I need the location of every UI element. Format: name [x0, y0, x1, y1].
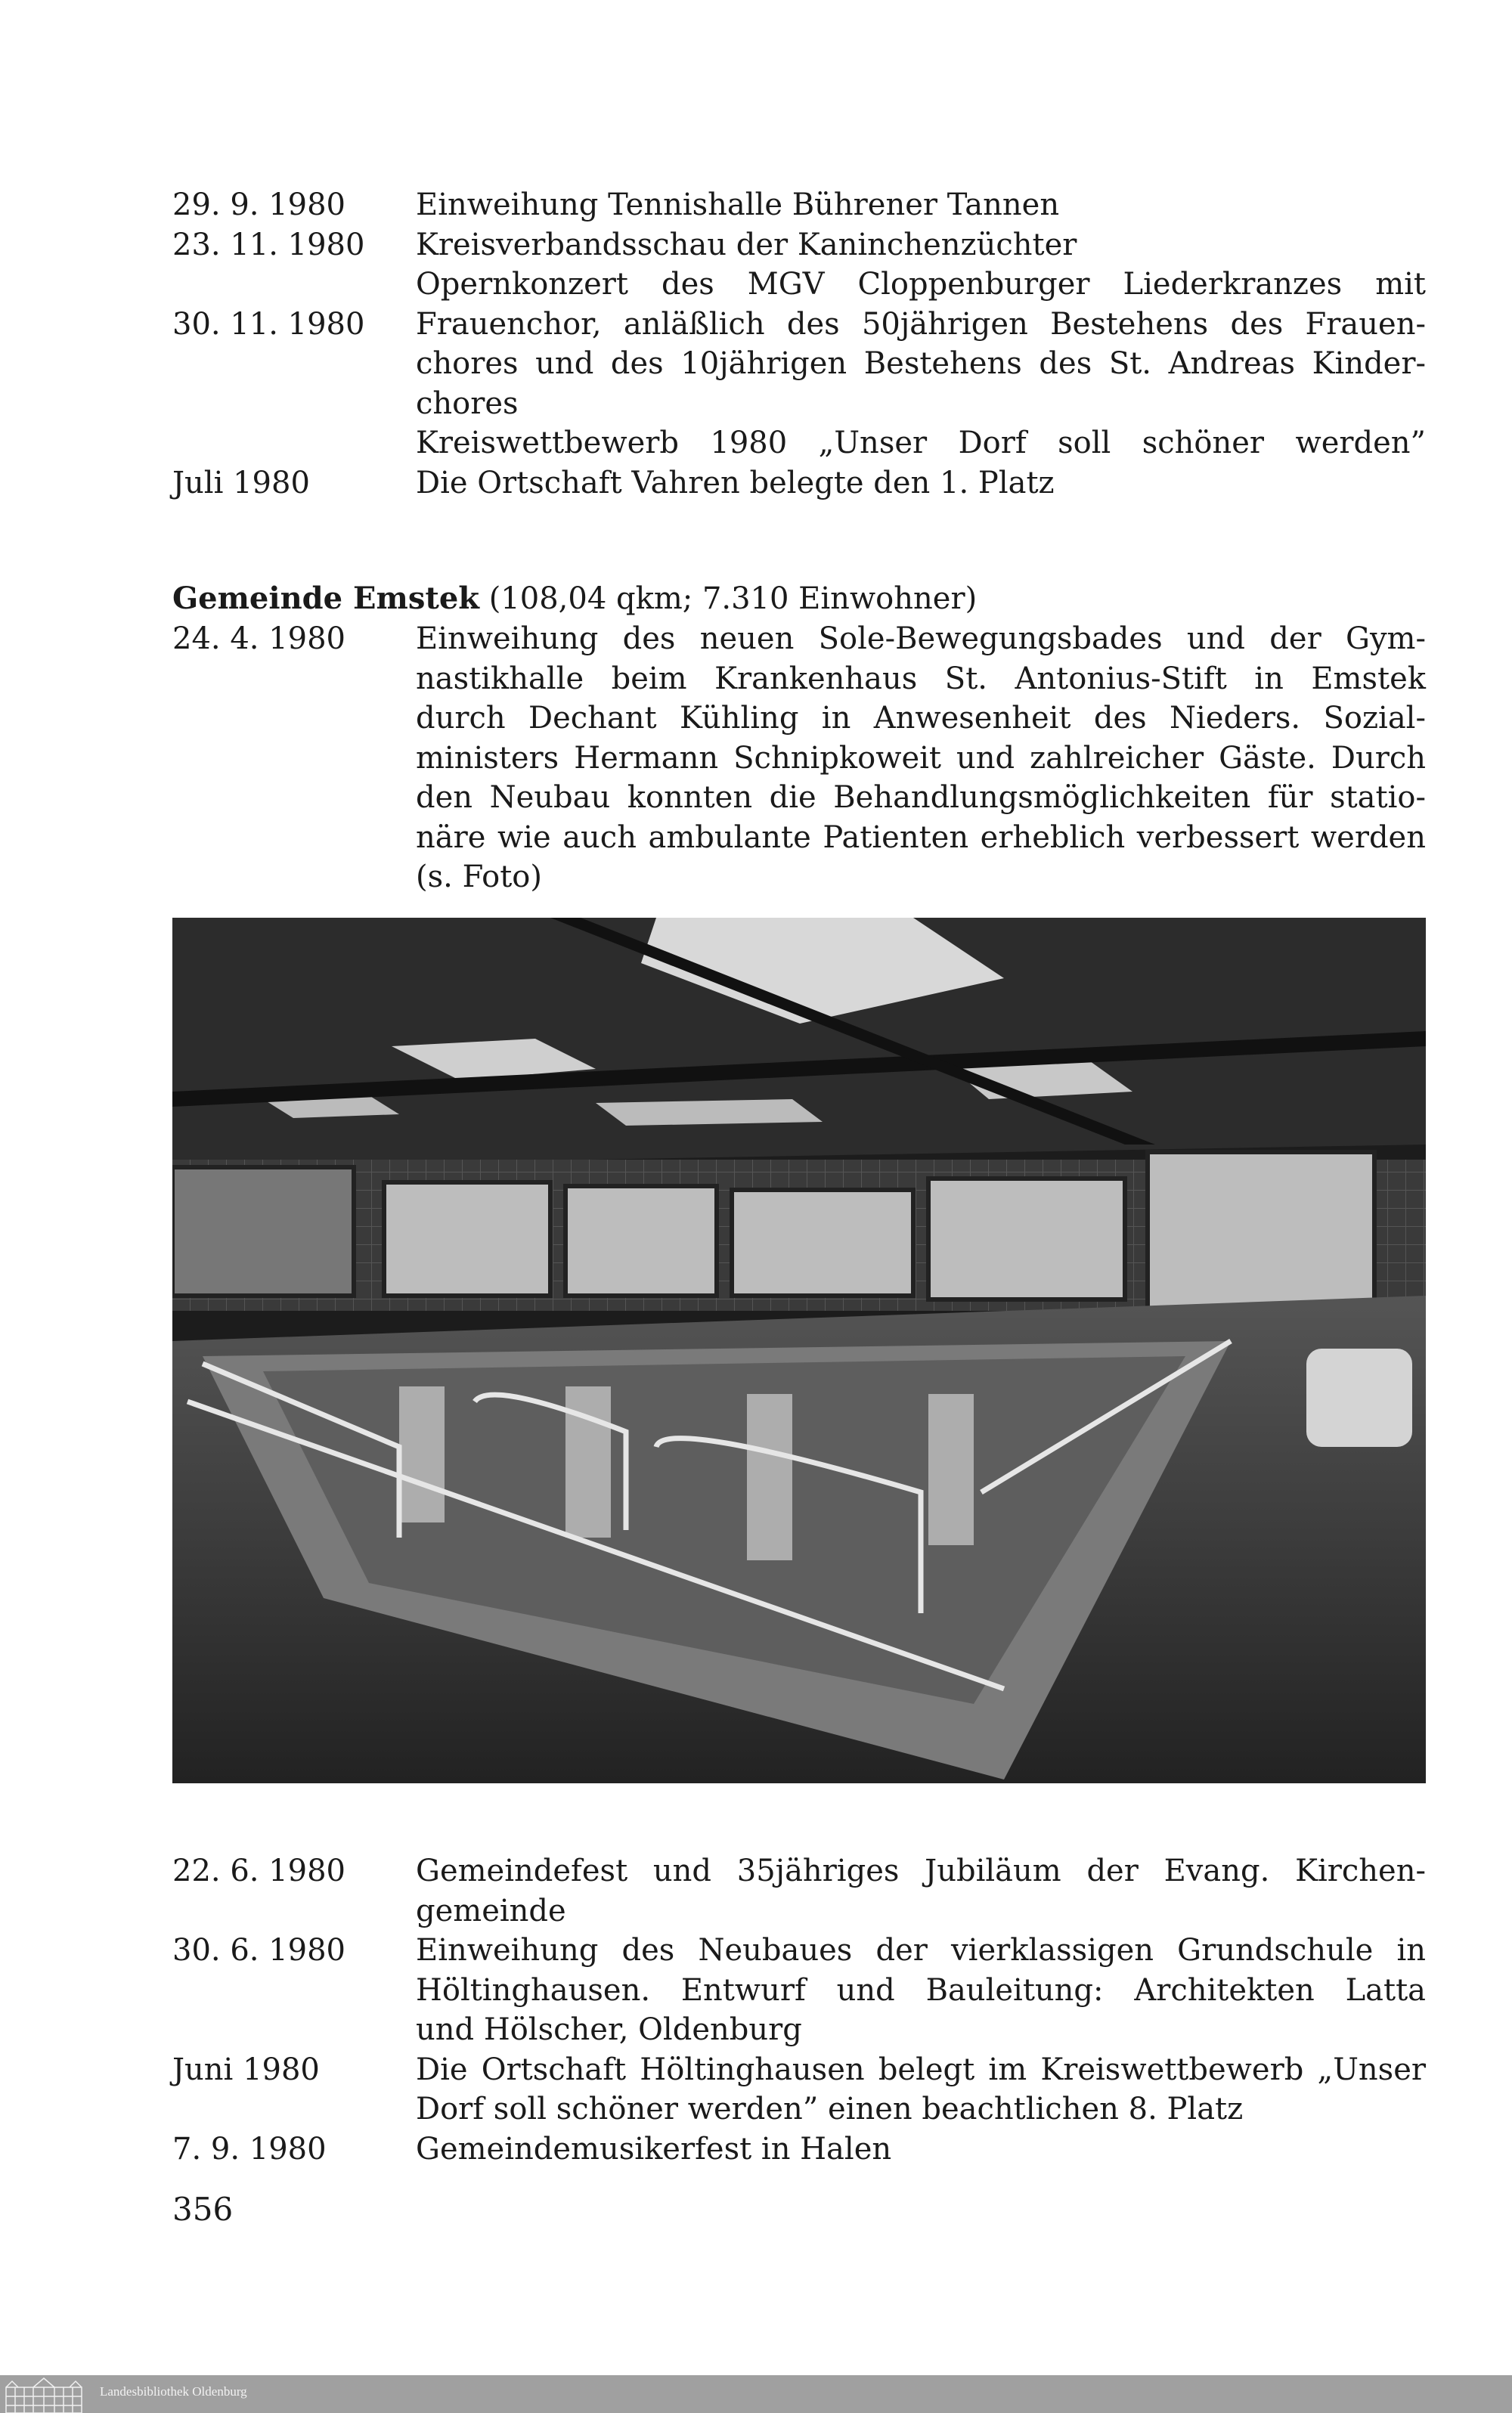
text-line: Opernkonzert des MGV Cloppenburger Liederkranzes mit	[416, 267, 1426, 302]
section-name: Gemeinde Emstek	[172, 581, 479, 616]
text-line: den Neubau konnten die Behandlungsmöglichkeiten für statio-	[416, 780, 1426, 815]
entry-date: Juli 1980	[172, 465, 310, 500]
entry-date: 29. 9. 1980	[172, 187, 346, 222]
text-line: Die Ortschaft Vahren belegte den 1. Platz	[416, 465, 1055, 500]
photo-therapy-pool	[172, 918, 1426, 1783]
chronicle-entry	[172, 305, 1426, 345]
chronicle-entry	[172, 344, 1426, 423]
chronicle-entry	[172, 185, 1426, 225]
chronicle-entry	[172, 2050, 1426, 2130]
library-building-logo	[5, 2377, 83, 2413]
chronicle-entry	[172, 619, 1426, 897]
text-line: gemeinde	[416, 1893, 566, 1928]
text-line: Gemeindemusikerfest in Halen	[416, 2131, 892, 2167]
text-line: nastikhalle beim Krankenhaus St. Antonius-Stift in Emstek	[416, 661, 1426, 696]
text-line: Die Ortschaft Höltinghausen belegt im Kreiswettbewerb „Unser	[416, 2052, 1426, 2087]
entry-date: 22. 6. 1980	[172, 1854, 346, 1888]
library-footer	[0, 2375, 1512, 2413]
entry-date: 7. 9. 1980	[172, 2131, 327, 2167]
text-line: Höltinghausen. Entwurf und Bauleitung: Architekten Latta	[416, 1972, 1426, 2008]
text-line: Einweihung Tennishalle Bührener Tannen	[416, 187, 1060, 222]
text-line: und Hölscher, Oldenburg	[416, 2012, 802, 2047]
text-line: Einweihung des neuen Sole-Bewegungsbades und der Gym-	[416, 621, 1426, 656]
text-line: chores	[416, 386, 519, 421]
text-line: Gemeindefest und 35jähriges Jubiläum der Evang. Kirchen-	[416, 1854, 1426, 1888]
entry-text	[416, 1931, 1426, 2050]
entry-date: 30. 11. 1980	[172, 306, 365, 342]
section-info: (108,04 qkm; 7.310 Einwohner)	[479, 581, 978, 616]
text-line: Einweihung des Neubaues der vierklassigen Grundschule in	[416, 1933, 1426, 1968]
text-line: (s. Foto)	[416, 860, 542, 894]
entry-text	[416, 305, 1426, 345]
entry-text	[416, 2130, 1426, 2170]
chronicle-entry	[172, 1851, 1426, 1931]
text-line: chores und des 10jährigen Bestehens des St. Andreas Kinder-	[416, 346, 1426, 381]
entry-date: 30. 6. 1980	[172, 1933, 346, 1968]
text-line: ministers Hermann Schnipkoweit und zahlreicher Gäste. Durch	[416, 740, 1426, 776]
entry-text	[416, 185, 1426, 225]
entry-text	[416, 1851, 1426, 1931]
top-entries	[172, 185, 1426, 503]
entry-text	[416, 423, 1426, 463]
entry-text	[416, 225, 1426, 265]
entry-text	[416, 344, 1426, 423]
text-line: Kreiswettbewerb 1980 „Unser Dorf soll schöner werden”	[416, 426, 1426, 460]
entry-date: Juni 1980	[172, 2052, 320, 2087]
text-line: Frauenchor, anläßlich des 50jährigen Bestehens des Frauen-	[416, 306, 1426, 342]
entry-text	[416, 2050, 1426, 2130]
chronicle-entry	[172, 423, 1426, 463]
entry-text	[416, 463, 1426, 503]
chronicle-entry	[172, 265, 1426, 305]
entry-date	[172, 344, 416, 423]
text-line: durch Dechant Kühling in Anwesenheit des Nieders. Sozial-	[416, 701, 1426, 736]
entry-date: 24. 4. 1980	[172, 621, 346, 656]
entry-date	[172, 423, 416, 463]
emstek-entry	[172, 619, 1426, 897]
text-line: Kreisverbandsschau der Kaninchenzüchter	[416, 227, 1077, 262]
chronicle-entry	[172, 463, 1426, 503]
footer-label: Landesbibliothek Oldenburg	[100, 2384, 247, 2399]
entry-date	[172, 265, 416, 305]
chronicle-entry	[172, 225, 1426, 265]
bottom-entries	[172, 1851, 1426, 2169]
page-number: 356	[172, 2191, 234, 2228]
entry-text	[416, 619, 1426, 897]
entry-text	[416, 265, 1426, 305]
section-heading	[172, 579, 1426, 619]
chronicle-entry	[172, 2130, 1426, 2170]
text-line: näre wie auch ambulante Patienten erheblich verbessert werden	[416, 819, 1426, 855]
chronicle-entry	[172, 1931, 1426, 2050]
text-line: Dorf soll schöner werden” einen beachtlichen 8. Platz	[416, 2092, 1244, 2126]
entry-date: 23. 11. 1980	[172, 227, 365, 262]
